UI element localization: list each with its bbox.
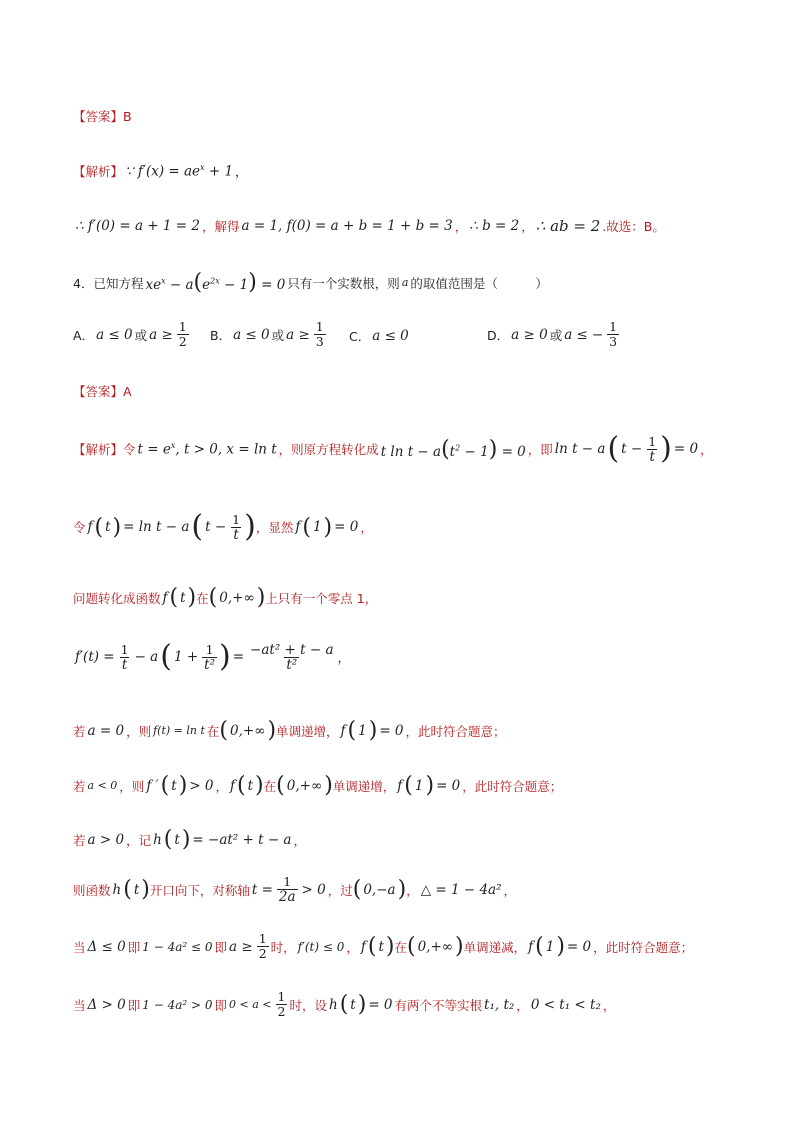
text-fragment: a = 0 xyxy=(87,722,125,739)
text-fragment: t₁, t₂ xyxy=(484,996,515,1013)
text-fragment: f′(t) = xyxy=(75,649,115,665)
text-fragment: a ≤ xyxy=(564,326,588,343)
text-fragment: 当 xyxy=(73,997,86,1013)
text-fragment: = ln t − a xyxy=(123,519,190,535)
text-fragment: Δ ≤ 0 xyxy=(87,938,126,955)
text-fragment: ， xyxy=(293,832,306,848)
text-fragment: ，此时符合题意； xyxy=(593,939,694,955)
text-fragment: t xyxy=(649,448,655,465)
text-fragment: > 0 xyxy=(189,777,214,794)
text-fragment: 在 xyxy=(196,590,209,606)
text-fragment: t xyxy=(105,519,111,535)
text-fragment: ，此时符合题意； xyxy=(405,723,506,739)
text-fragment: ， xyxy=(406,882,419,898)
math: a = 1, f(0) = a + b = 1 + b = 3 xyxy=(241,218,453,234)
math: ∴ b = 2 xyxy=(469,218,520,234)
text-fragment: h xyxy=(112,881,122,898)
math: ∴ ab = 2 xyxy=(535,217,601,235)
text-fragment: = 0 xyxy=(334,519,359,535)
text-fragment: x xyxy=(200,162,205,172)
text-fragment: t xyxy=(449,443,456,460)
analysis-2-line-7: 若 a > 0 ，记 h ( t ) = −at² + t − a ， xyxy=(73,827,306,852)
text-fragment: 2 xyxy=(178,334,187,349)
text-fragment: 0,+∞ xyxy=(417,938,454,955)
text-fragment: − a xyxy=(134,649,159,665)
text-fragment: t xyxy=(350,996,356,1013)
text-fragment: f′(t) ≤ 0 xyxy=(297,939,345,954)
text-fragment: 当 xyxy=(73,939,86,955)
text-fragment: = 0 xyxy=(379,722,404,739)
text-fragment: = 0 xyxy=(256,277,286,293)
text-fragment: 则函数 xyxy=(73,882,111,898)
text-fragment: 即 xyxy=(214,997,228,1013)
text-fragment: t xyxy=(174,831,180,848)
text-fragment: a ≤ 0 xyxy=(372,328,409,344)
text-fragment: t² xyxy=(286,656,298,673)
text-fragment: 2 xyxy=(258,946,267,961)
text-fragment: t − xyxy=(621,441,643,457)
question-number: 4．已知方程 xyxy=(73,275,144,291)
text-fragment: e xyxy=(202,277,211,293)
question-text: 的取值范围是（ ） xyxy=(410,275,548,291)
text-fragment: 即 xyxy=(214,939,228,955)
text-fragment: x xyxy=(161,276,166,286)
text-fragment: 若 xyxy=(73,778,86,794)
analysis-2-line-8: 则函数 h ( t ) 开口向下，对称轴 t = $\frac{1}{2a}$ > 0 ，过 ( 0,−a ) ， △ = 1 − 4a² ， xyxy=(73,874,517,905)
text-fragment: △ = 1 − 4a² xyxy=(420,881,502,898)
text-fragment: 若 xyxy=(73,723,86,739)
analysis-2-line-10: 当 Δ > 0 即 1 − 4a² > 0 即 0 < a < $\frac{1}{2}$ 时，设 h ( t ) = 0 有两个不等实根 t₁, t₂ ， 0 < t₁ < t₂ ， xyxy=(73,989,616,1019)
text-fragment: , t > 0, x = ln t xyxy=(175,441,277,458)
text-fragment: a < 0 xyxy=(87,779,118,792)
text-fragment: ， xyxy=(516,997,529,1013)
text-fragment: xe xyxy=(145,277,162,293)
text-fragment: a ≥ xyxy=(286,326,310,343)
text-fragment: f xyxy=(87,519,93,535)
text-fragment: − 1 xyxy=(460,443,489,460)
text-fragment: 1 xyxy=(277,989,286,1004)
text-fragment: = 0 xyxy=(368,996,393,1013)
text-fragment: 在 xyxy=(206,723,220,739)
text-fragment: 1 xyxy=(315,319,324,334)
text-fragment: 即 xyxy=(127,997,141,1013)
text-fragment: t² xyxy=(204,656,215,673)
text-fragment: ，则原方程转化成 xyxy=(278,442,379,457)
text-fragment: ，此时符合题意； xyxy=(462,778,563,794)
text: ，解得 xyxy=(201,219,240,234)
analysis-2-line-2: 令 f ( t ) = ln t − a ( t − $\frac{1}{t}$ ) ，显然 f ( 1 ) = 0 ， xyxy=(73,509,373,544)
text-fragment: ，显然 xyxy=(255,520,294,535)
text-fragment: ， xyxy=(602,997,616,1013)
punct: ， xyxy=(235,164,248,179)
text-fragment: ， xyxy=(360,520,373,535)
text-fragment: a ≥ 0 xyxy=(511,326,548,343)
analysis-2-line-4: f′(t) = $\frac{1}{t}$ − a ( 1 + $\frac{1}{\text{t²}}$ ) = $\frac{\text{−at² + t − a}}{\text{t²}}$ ， xyxy=(75,639,351,674)
text-fragment: 1 xyxy=(205,641,214,657)
text-fragment: ln t − a xyxy=(554,441,606,457)
text-fragment: 有两个不等实根 xyxy=(394,997,483,1013)
text-fragment: ， xyxy=(346,939,359,955)
text-fragment: 0,−a xyxy=(363,881,396,898)
text-fragment: A． xyxy=(73,327,95,343)
text-fragment: ，过 xyxy=(327,882,353,898)
text-fragment: 即 xyxy=(127,939,141,955)
text-fragment: 1 xyxy=(283,874,292,889)
text-fragment: 单调递增， xyxy=(276,723,339,739)
text-fragment: + 1 xyxy=(204,163,234,180)
option-c xyxy=(349,327,411,345)
text: .故选：B。 xyxy=(602,219,665,234)
text-fragment: 令 xyxy=(123,442,136,457)
text-fragment: 1 xyxy=(258,931,267,946)
text-fragment: −at² + t − a xyxy=(250,641,334,658)
text-fragment: 若 xyxy=(73,832,86,848)
text-fragment: 2 xyxy=(455,443,461,452)
text-fragment: 1 xyxy=(545,938,555,955)
text-fragment: t = xyxy=(251,881,273,898)
text-fragment: 令 xyxy=(73,520,86,535)
text-fragment: f xyxy=(295,519,301,535)
text-fragment: = 0 xyxy=(566,938,592,955)
analysis-2-line-3: 问题转化成函数 f ( t ) 在 ( 0,+∞ ) 上只有一个零点 1， xyxy=(73,585,378,610)
text-fragment: 1 xyxy=(609,319,618,334)
text-fragment: 0,+∞ xyxy=(230,722,266,739)
text-fragment: f xyxy=(162,589,168,606)
analysis-2-line-9: 当 Δ ≤ 0 即 1 − 4a² ≤ 0 即 a ≥ $\frac{1}{2}$ 时， f′(t) ≤ 0 ， f ( t ) 在 ( 0,+∞ ) 单调递减， f ( 1 ) = 0 ，此时符合题意； xyxy=(73,931,694,961)
text-fragment: 3 xyxy=(315,334,324,349)
text-fragment: t xyxy=(378,938,384,955)
math xyxy=(125,163,233,180)
analysis-2-line-1: 【解析】 令 $t = e^x$, t > 0, x = ln t ，则原方程转化成 t $\ln t - a(t^2 - 1) = 0$ ，即 ln t − a ( t − $\frac{1}{t}$ ) = 0 ， xyxy=(73,431,713,466)
text-fragment: 1 + xyxy=(173,649,199,665)
text-fragment: ，则 xyxy=(119,778,145,794)
text-fragment: 问题转化成函数 xyxy=(73,590,161,606)
text-fragment: 单调递减， xyxy=(463,939,527,955)
answer-tag: 【答案】 xyxy=(73,384,124,399)
text-fragment: ，记 xyxy=(126,832,152,848)
text-fragment: = 0 xyxy=(673,441,699,457)
question-equation: $xe^x - a(e^{2x} - 1) = 0$ xyxy=(145,270,286,295)
math: ∴ f′(0) = a + 1 = 2 xyxy=(75,218,200,234)
answer-value: B xyxy=(123,108,132,124)
text-fragment: 单调递增， xyxy=(332,778,396,794)
option-a xyxy=(73,320,191,349)
text-fragment: a ≤ 0 xyxy=(96,326,133,343)
question-text: 只有一个实数根，则 xyxy=(287,275,400,291)
text-fragment: 1 xyxy=(120,641,129,657)
text-fragment: t xyxy=(133,881,140,898)
text-fragment: 2 xyxy=(277,1004,286,1019)
text-fragment: 1 xyxy=(358,722,367,739)
analysis-2-line-6: 若 a < 0 ，则 f ′ ( t ) > 0 ， f ( t ) 在 ( 0,+∞ ) 单调递增， f ( 1 ) = 0 ，此时符合题意； xyxy=(73,773,563,798)
text-fragment: f xyxy=(340,722,346,739)
text-fragment: t ln t − a xyxy=(380,443,442,460)
text-fragment: 3 xyxy=(609,334,618,349)
analysis-2-line-5: 若 a = 0 ，则 f(t) = ln t 在 ( 0,+∞ ) 单调递增， f ( 1 ) = 0 ，此时符合题意； xyxy=(73,718,506,743)
text-fragment: 1 xyxy=(178,319,187,334)
text: ， xyxy=(521,219,534,234)
analysis-tag: 【解析】 xyxy=(73,164,124,179)
text-fragment: f xyxy=(528,938,534,955)
text-fragment: = 0 xyxy=(497,443,526,460)
text-fragment: f xyxy=(397,777,403,794)
text-fragment: ，即 xyxy=(527,442,553,457)
text-fragment: t xyxy=(233,526,239,543)
text-fragment: t xyxy=(180,589,186,606)
question-4 xyxy=(73,270,548,295)
text-fragment: ， xyxy=(215,778,229,794)
text-fragment: 0,+∞ xyxy=(286,777,323,794)
text-fragment: 1 − 4a² ≤ 0 xyxy=(142,939,213,954)
text-fragment: ， xyxy=(503,882,517,898)
text-fragment: C． xyxy=(349,329,371,344)
text-fragment: B． xyxy=(210,327,232,343)
text-fragment: a ≤ 0 xyxy=(233,326,270,343)
text-fragment: f xyxy=(360,938,366,955)
text-fragment: − 1 xyxy=(219,277,249,293)
text-fragment: 时， xyxy=(270,939,296,955)
text-fragment: ， xyxy=(337,650,351,665)
text-fragment: t xyxy=(171,777,177,794)
text-fragment: h xyxy=(328,996,338,1013)
text-fragment: = −at² + t − a xyxy=(192,831,292,848)
text-fragment: f(t) = ln t xyxy=(153,724,205,737)
text-fragment: 开口向下，对称轴 xyxy=(149,882,250,898)
text-fragment: f ′ xyxy=(146,777,159,794)
answer-value: A xyxy=(123,383,132,399)
text-fragment: ， xyxy=(700,442,713,457)
text-fragment: ，则 xyxy=(126,723,152,739)
analysis-tag: 【解析】 xyxy=(73,442,124,457)
answer-tag: 【答案】 xyxy=(73,109,124,124)
text-fragment: a > 0 xyxy=(87,831,125,848)
option-d xyxy=(487,320,621,349)
text-fragment: − xyxy=(591,326,604,343)
option-b xyxy=(210,320,328,349)
text-fragment: 2x xyxy=(210,276,220,286)
text-fragment: t xyxy=(121,656,128,673)
text-fragment: t = e xyxy=(137,441,171,458)
text-fragment: 1 − 4a² > 0 xyxy=(142,997,213,1012)
text-fragment: 在 xyxy=(394,939,407,955)
text-fragment: ∵ f′(x) = ae xyxy=(125,163,201,180)
text-fragment: Δ > 0 xyxy=(87,996,126,1013)
text-fragment: 或 xyxy=(134,327,148,343)
analysis-1-line-1 xyxy=(73,162,248,180)
text-fragment: 1 xyxy=(414,777,424,794)
answer-line-2 xyxy=(73,382,132,400)
text-fragment: 2a xyxy=(278,889,296,905)
text-fragment: 1 xyxy=(312,519,322,535)
text-fragment: a ≥ xyxy=(229,938,253,955)
text-fragment: t − xyxy=(205,519,227,535)
text-fragment: 0 < t₁ < t₂ xyxy=(530,996,601,1013)
text-fragment: = 0 xyxy=(436,777,461,794)
text-fragment: 0,+∞ xyxy=(219,589,255,606)
text-fragment: 在 xyxy=(263,778,277,794)
text-fragment: = xyxy=(232,649,245,665)
text-fragment: 或 xyxy=(549,327,563,343)
text-fragment: f xyxy=(230,777,236,794)
text-fragment: 1 xyxy=(232,511,241,527)
text-fragment: 0 < a < xyxy=(229,998,272,1011)
text-fragment: h xyxy=(153,831,162,848)
text-fragment: 上只有一个零点 1， xyxy=(265,590,378,606)
text: ， xyxy=(454,219,468,234)
text-fragment: a ≥ xyxy=(149,326,173,343)
answer-line-1 xyxy=(73,107,132,125)
text-fragment: 1 xyxy=(648,433,657,449)
math: a xyxy=(401,276,409,289)
text-fragment: > 0 xyxy=(301,881,326,898)
text-fragment: 或 xyxy=(271,327,285,343)
text-fragment: t xyxy=(247,777,254,794)
text-fragment: − a xyxy=(165,277,194,293)
text-fragment: D． xyxy=(487,327,510,343)
text-fragment: 时，设 xyxy=(289,997,327,1013)
text-fragment: x xyxy=(170,440,176,450)
analysis-1-line-2 xyxy=(73,217,665,235)
